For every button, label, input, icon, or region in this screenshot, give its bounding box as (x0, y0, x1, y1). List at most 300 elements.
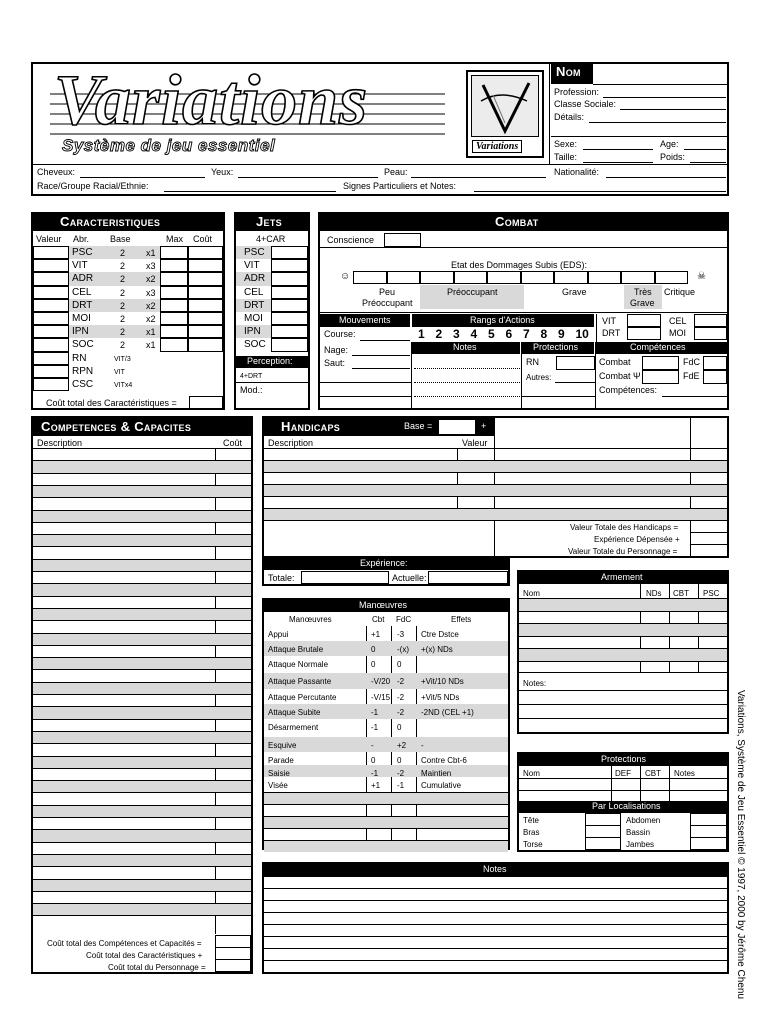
carac-abr: VIT (72, 260, 88, 272)
comp-row[interactable] (33, 645, 251, 646)
man-cbt: -V/15 (371, 693, 391, 702)
man-cbt: -V/20 (371, 677, 391, 686)
notes-line[interactable] (264, 912, 727, 913)
arm-row[interactable] (519, 623, 727, 624)
handicaps-base-label: Base = (404, 421, 433, 431)
man-empty-row[interactable] (264, 792, 508, 793)
man-fdc: -2 (397, 769, 405, 778)
man-fdc: 0 (397, 756, 402, 765)
hand-row[interactable] (264, 484, 727, 485)
eds-peu: Peu (379, 287, 396, 297)
comp-row-bg (33, 756, 251, 768)
jets-field[interactable] (271, 286, 308, 299)
comp-row[interactable] (33, 866, 251, 867)
comp-row[interactable] (33, 817, 251, 818)
hand-row[interactable] (264, 508, 727, 509)
perception-formula: 4+DRT (240, 373, 263, 380)
man-fdc: 0 (397, 660, 402, 669)
eds-box[interactable] (353, 271, 387, 284)
arm-row[interactable] (519, 661, 727, 662)
carac-derived-field[interactable] (33, 365, 69, 378)
jets-label: ADR (244, 273, 266, 285)
comp-row[interactable] (33, 596, 251, 597)
nage-label: Nage: (324, 345, 349, 355)
man-fdc: -2 (397, 677, 405, 686)
man-fdc: 0 (397, 723, 402, 732)
man-cbt: - (371, 741, 374, 750)
man-cbt: 0 (371, 756, 376, 765)
comp-row[interactable] (33, 669, 251, 670)
carac-abr: DRT (72, 299, 93, 311)
comp-row-bg (33, 682, 251, 694)
carac-max-field[interactable] (160, 259, 188, 272)
taille-label: Taille: (554, 152, 578, 162)
man-fdc: -2 (397, 693, 405, 702)
jets-field[interactable] (271, 246, 308, 259)
handicaps-base-field[interactable] (438, 419, 476, 435)
experience-actuelle-field[interactable] (428, 571, 508, 584)
carac-cout-field[interactable] (188, 312, 223, 325)
loc-tete: Tête (523, 816, 540, 825)
signes-label: Signes Particuliers et Notes: (343, 181, 457, 191)
rangs-numbers (414, 327, 594, 341)
comp-row[interactable] (33, 706, 251, 707)
man-fdc: +2 (397, 741, 407, 750)
experience-totale-label: Totale: (268, 573, 295, 583)
handicaps-valeur-header: Valeur (462, 438, 488, 448)
smile-icon: ☺ (340, 271, 351, 282)
arm-note-line[interactable] (519, 704, 727, 705)
carac-base: 2 (120, 261, 126, 272)
carac-derived-abr: RN (72, 352, 87, 364)
handicaps-total-1: Valeur Totale des Handicaps = (570, 523, 678, 532)
fde-field[interactable] (703, 370, 727, 384)
man-effets: Ctre Dstce (421, 630, 459, 639)
carac-mult: x2 (146, 300, 156, 311)
comp-row-bg (33, 460, 251, 472)
carac-valeur-field[interactable] (33, 246, 69, 259)
eds-box[interactable] (454, 271, 488, 284)
comp-row-bg (33, 731, 251, 743)
sexe-label: Sexe: (554, 139, 578, 149)
man-cbt: -1 (371, 769, 379, 778)
moi-field[interactable] (694, 327, 727, 340)
comp-row[interactable] (33, 485, 251, 486)
comp-row[interactable] (33, 633, 251, 634)
man-name: Attaque Normale (268, 660, 329, 669)
arm-row[interactable] (519, 598, 727, 599)
comp-row-bg (33, 903, 251, 915)
armement-cbt-header: CBT (673, 589, 689, 598)
comp-row[interactable] (33, 583, 251, 584)
moi-label: MOI (669, 328, 686, 338)
carac-base: 2 (120, 248, 126, 258)
experience-actuelle-label: Actuelle: (392, 573, 427, 583)
eds-box[interactable] (487, 271, 521, 284)
eds-tres: Très (634, 287, 652, 297)
comp-row[interactable] (33, 682, 251, 683)
armement-notes-label: Notes: (523, 679, 547, 688)
loc-jambes: Jambes (626, 840, 655, 849)
notes-line[interactable] (264, 936, 727, 937)
rang-number[interactable]: 5 (488, 327, 495, 341)
comp-row[interactable] (33, 448, 251, 449)
comp-row[interactable] (33, 571, 251, 572)
eds-box[interactable] (588, 271, 622, 284)
comp-row[interactable] (33, 743, 251, 744)
carac-max-field[interactable] (160, 272, 188, 285)
handicaps-title: Handicaps (281, 419, 341, 434)
logo (40, 60, 460, 164)
cheveux-label: Cheveux: (37, 167, 76, 177)
comp-row[interactable] (33, 792, 251, 793)
loc-title: Par Localisations (592, 801, 661, 811)
combat-psi-field[interactable] (642, 370, 679, 384)
arm-row-bg (519, 598, 727, 611)
comp-row[interactable] (33, 497, 251, 498)
carac-cout-field[interactable] (188, 338, 223, 351)
comp-row-bg (33, 805, 251, 817)
comp-total-2: Coût total des Caractéristiques + (86, 951, 203, 960)
man-name: Attaque Percutante (268, 693, 337, 702)
notes-line[interactable] (264, 900, 727, 901)
notes-line[interactable] (264, 960, 727, 961)
jets-field[interactable] (271, 259, 308, 272)
comp-row[interactable] (33, 805, 251, 806)
comp-total-fields[interactable] (215, 935, 251, 972)
col-abr: Abr. (73, 234, 90, 244)
emblem-frame (466, 70, 544, 158)
man-row-bg (264, 737, 508, 752)
handicaps-total-2: Expérience Dépensée + (594, 535, 680, 544)
race-label: Race/Groupe Racial/Ethnie: (37, 181, 149, 191)
eds-box[interactable] (420, 271, 454, 284)
comp-row-bg (33, 608, 251, 620)
hand-row[interactable] (264, 460, 727, 461)
carac-valeur-field[interactable] (33, 338, 69, 351)
carac-mult: x3 (146, 261, 156, 272)
jets-label: VIT (244, 260, 260, 272)
arm-row[interactable] (519, 648, 727, 649)
man-effets: Contre Cbt-6 (421, 756, 467, 765)
fdc-field[interactable] (703, 356, 727, 370)
classe-label: Classe Sociale: (554, 99, 617, 109)
carac-derived-formula: VITx4 (114, 382, 133, 389)
comp-row[interactable] (33, 780, 251, 781)
man-name: Saisie (268, 769, 290, 778)
age-label: Age: (660, 139, 679, 149)
jets-field[interactable] (271, 272, 308, 285)
handicaps-total-3: Valeur Totale du Personnage = (568, 547, 678, 556)
jets-field[interactable] (271, 299, 308, 312)
man-empty-bg (264, 792, 508, 804)
hand-divider (264, 520, 727, 521)
carac-mult: x1 (146, 248, 156, 258)
arm-row[interactable] (519, 636, 727, 637)
carac-max-field[interactable] (160, 312, 188, 325)
comp-row[interactable] (33, 891, 251, 892)
combat-label: Combat (599, 357, 631, 367)
armement-nom-header: Nom (523, 589, 540, 598)
man-effets: - (421, 741, 424, 750)
carac-max-field[interactable] (160, 299, 188, 312)
comp-total-1: Coût total des Compétences et Capacités = (47, 939, 202, 948)
rang-number[interactable]: 2 (435, 327, 443, 341)
jets-label: DRT (244, 299, 265, 311)
man-empty-row[interactable] (264, 828, 508, 829)
carac-base: 2 (120, 327, 126, 338)
arm-row-bg (519, 648, 727, 661)
carac-max-field[interactable] (160, 286, 188, 299)
jets-field[interactable] (271, 312, 308, 325)
man-effets: Maintien (421, 769, 452, 778)
prot-cbt-header: CBT (645, 769, 661, 778)
notes-line[interactable] (264, 888, 727, 889)
prot-def-header: DEF (615, 769, 631, 778)
jets-field[interactable] (271, 325, 308, 338)
cel-field[interactable] (694, 314, 727, 327)
man-effets: +(x) NDs (421, 645, 453, 654)
comp-row[interactable] (33, 719, 251, 720)
conscience-field[interactable] (384, 233, 421, 247)
eds-preoccupant: Préoccupant (447, 287, 498, 297)
experience-title: Expérience: (360, 558, 408, 568)
comp-row[interactable] (33, 768, 251, 769)
carac-mult: x2 (146, 274, 156, 285)
experience-totale-field[interactable] (301, 571, 389, 584)
notes-line[interactable] (264, 876, 727, 877)
carac-derived-abr: CSC (72, 379, 94, 390)
nationalite-label: Nationalité: (554, 167, 600, 177)
loc-bras: Bras (523, 828, 540, 837)
carac-base: 2 (120, 287, 126, 298)
hand-row[interactable] (264, 448, 727, 449)
nom-field[interactable] (594, 64, 728, 85)
mod-label: Mod.: (240, 385, 263, 395)
comp-row[interactable] (33, 473, 251, 474)
man-row-bg (264, 765, 508, 777)
man-cbt: +1 (371, 630, 381, 639)
carac-max-field[interactable] (160, 338, 188, 351)
arm-row[interactable] (519, 611, 727, 612)
man-effets: -2ND (CEL +1) (421, 708, 474, 717)
man-empty-row[interactable] (264, 816, 508, 817)
carac-valeur-field[interactable] (33, 299, 69, 312)
arm-divider (519, 672, 727, 673)
drt-field[interactable] (627, 327, 661, 340)
hand-row-bg (264, 460, 727, 472)
prot-notes-header: Notes (674, 769, 695, 778)
comp-row-bg (33, 780, 251, 792)
man-effets: Cumulative (421, 781, 462, 790)
carac-base: 2 (120, 274, 126, 285)
comp-row-bg (33, 510, 251, 522)
comp-row[interactable] (33, 657, 251, 658)
hand-row[interactable] (264, 496, 727, 497)
carac-mult: x1 (146, 340, 156, 351)
hand-total-line (690, 532, 727, 533)
comp-row[interactable] (33, 756, 251, 757)
arm-note-line[interactable] (519, 718, 727, 719)
fdc-label: FdC (683, 357, 701, 367)
man-col-cbt: Cbt (372, 615, 385, 624)
comp-cout-header: Coût (223, 438, 243, 448)
carac-valeur-field[interactable] (33, 272, 69, 285)
carac-base: 2 (120, 340, 126, 351)
comp-row[interactable] (33, 534, 251, 535)
comp-row-bg (33, 879, 251, 891)
loc-abdomen: Abdomen (626, 816, 661, 825)
carac-derived-formula: VIT/3 (114, 355, 131, 363)
carac-abr: CEL (72, 286, 92, 298)
eds-label: Etat des Dommages Subis (EDS): (451, 260, 588, 270)
jets-label: IPN (244, 326, 261, 338)
man-name: Visée (268, 781, 288, 790)
mouvements-label: Mouvements (339, 315, 391, 325)
carac-abr: ADR (72, 273, 94, 285)
hand-row-bg (264, 484, 727, 496)
carac-valeur-field[interactable] (33, 325, 69, 338)
notes-line[interactable] (264, 948, 727, 949)
rang-number[interactable]: 3 (453, 327, 460, 341)
carac-derived-abr: RPN (72, 365, 94, 377)
col-max: Max (166, 234, 184, 244)
carac-max-field[interactable] (160, 325, 188, 338)
man-name: Esquive (268, 741, 297, 750)
man-cbt: 0 (371, 660, 376, 669)
man-fdc: -1 (397, 781, 405, 790)
hand-total-line (690, 544, 727, 545)
man-col-effets: Effets (451, 615, 472, 624)
rang-number[interactable]: 10 (575, 327, 589, 341)
carac-cout-field[interactable] (188, 299, 223, 312)
profession-label: Profession: (554, 87, 600, 97)
man-empty-row[interactable] (264, 804, 508, 805)
rang-number[interactable]: 7 (523, 327, 530, 341)
carac-cout-field[interactable] (188, 272, 223, 285)
carac-cout-field[interactable] (188, 246, 223, 259)
man-col-name: Manœuvres (289, 615, 332, 624)
comp-row[interactable] (33, 829, 251, 830)
rang-number[interactable]: 9 (558, 327, 565, 341)
loc-abdomen-field[interactable] (690, 813, 727, 850)
perception-label: Perception: (247, 356, 293, 366)
notes-line[interactable] (264, 924, 727, 925)
vit-field[interactable] (627, 314, 661, 327)
comp-row[interactable] (33, 731, 251, 732)
rang-number[interactable]: 8 (540, 327, 548, 341)
eds-box[interactable] (521, 271, 555, 284)
comp-row[interactable] (33, 854, 251, 855)
man-fdc: -2 (397, 708, 405, 717)
man-cbt: -1 (371, 723, 379, 732)
col-valeur: Valeur (36, 234, 62, 244)
carac-abr: SOC (72, 339, 94, 351)
comp-row[interactable] (33, 620, 251, 621)
man-name: Parade (268, 756, 294, 765)
peau-label: Peau: (384, 167, 408, 177)
carac-cout-field[interactable] (188, 286, 223, 299)
eds-grave: Grave (562, 287, 587, 297)
comp-row-bg (33, 854, 251, 866)
comp-row-bg (33, 633, 251, 645)
eds-box[interactable] (387, 271, 421, 284)
comp-row[interactable] (33, 879, 251, 880)
arm-row-bg (519, 623, 727, 636)
arm-note-line[interactable] (519, 690, 727, 691)
col-cout: Coût (193, 234, 213, 244)
rang-number[interactable]: 6 (505, 327, 513, 341)
man-name: Attaque Brutale (268, 645, 324, 654)
carac-cout-field[interactable] (188, 259, 223, 272)
carac-total-field[interactable] (189, 396, 223, 409)
comp-total-3: Coût total du Personnage = (108, 963, 206, 972)
drt-label: DRT (602, 328, 621, 338)
carac-valeur-field[interactable] (33, 286, 69, 299)
carac-derived-field[interactable] (33, 352, 69, 365)
comp-row[interactable] (33, 510, 251, 511)
hand-row[interactable] (264, 472, 727, 473)
comp-row[interactable] (33, 915, 251, 916)
rn-label: RN (526, 357, 539, 367)
rn-field[interactable] (556, 356, 595, 370)
rang-number[interactable]: 4 (470, 327, 478, 341)
man-empty-row[interactable] (264, 840, 508, 841)
man-fdc: -(x) (397, 645, 409, 654)
eds-box[interactable] (655, 271, 689, 284)
comp-row[interactable] (33, 694, 251, 695)
jets-title: Jets (256, 214, 282, 229)
man-empty-bg (264, 816, 508, 828)
comp-row[interactable] (33, 546, 251, 547)
combat-field[interactable] (642, 356, 679, 370)
eds-grave2: Grave (630, 298, 655, 308)
carac-valeur-field[interactable] (33, 312, 69, 325)
comp-row[interactable] (33, 559, 251, 560)
comp-row-bg (33, 706, 251, 718)
comp-row[interactable] (33, 903, 251, 904)
eds-critique: Critique (664, 287, 696, 297)
comp-row-bg (33, 583, 251, 595)
comp-row-bg (33, 534, 251, 546)
carac-derived-field[interactable] (33, 378, 69, 391)
competences-title: Competences & Capacites (41, 419, 192, 434)
jets-label: PSC (244, 247, 265, 258)
yeux-label: Yeux: (211, 167, 234, 177)
combat-protections-label: Protections (533, 342, 579, 352)
comp-row[interactable] (33, 842, 251, 843)
eds-box[interactable] (621, 271, 655, 284)
eds-box[interactable] (554, 271, 588, 284)
carac-max-field[interactable] (160, 246, 188, 259)
jets-field[interactable] (271, 338, 308, 351)
carac-valeur-field[interactable] (33, 259, 69, 272)
logo-subtitle: Système de jeu essentiel (62, 136, 276, 155)
man-name: Attaque Subite (268, 708, 321, 717)
competences-label: Compétences: (599, 385, 658, 395)
poids-label: Poids: (660, 152, 686, 162)
skull-icon: ☠ (697, 271, 706, 282)
loc-tete-field[interactable] (585, 813, 621, 850)
rang-number[interactable]: 1 (418, 327, 425, 341)
loc-torse: Torse (523, 840, 543, 849)
credit-text: Variations, Système de Jeu Essentiel © 1997, 2000 by Jérôme Chenu (735, 690, 746, 1000)
comp-row[interactable] (33, 608, 251, 609)
comp-row[interactable] (33, 522, 251, 523)
comp-row[interactable] (33, 460, 251, 461)
carac-cout-field[interactable] (188, 325, 223, 338)
armement-psc-header: PSC (703, 589, 720, 598)
